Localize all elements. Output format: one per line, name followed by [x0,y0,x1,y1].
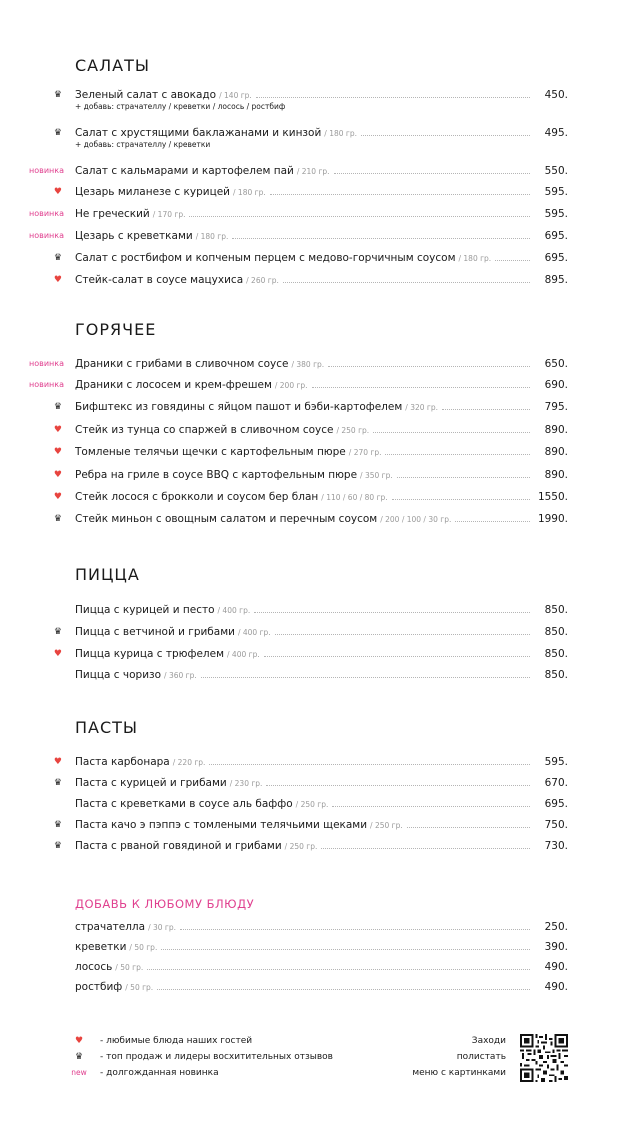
dot-leader [373,423,530,433]
item-name: Драники с грибами в сливочном соусе [75,358,289,370]
item-weight: / 400 гр. [237,628,271,637]
item-line [75,445,530,459]
menu-item [0,251,642,265]
item-line [75,468,530,482]
item-line [75,378,530,392]
item-line [75,960,530,974]
item-name: Паста с рваной говядиной и грибами [75,840,282,852]
item-name: Не греческий [75,208,150,220]
dot-leader [312,378,530,388]
item-line [75,126,530,140]
menu-item [0,400,642,414]
item-line [75,423,530,437]
menu-item [0,797,642,811]
menu-item [0,164,642,178]
crown-icon: ♛ [53,778,62,788]
item-name: Драники с лососем и крем-фрешем [75,379,272,391]
item-line [75,776,530,790]
legend-text: - топ продаж и лидеры восхитительных отзывов [100,1052,333,1062]
item-price: 550. [544,165,568,177]
new-badge: новинка [28,209,64,218]
dot-leader [397,468,530,478]
dot-leader [455,512,530,522]
item-weight: / 250 гр. [336,426,370,435]
item-weight: / 400 гр. [217,606,251,615]
item-weight: / 140 гр. [219,91,252,100]
item-name: Пицца с курицей и песто [75,604,215,616]
item-name: Ребра на гриле в соусе BBQ с картофельным пюре [75,469,358,481]
item-name: страчателла [75,921,146,933]
cta-line: полистать [456,1052,506,1062]
dot-leader [321,839,530,849]
menu-item [0,423,642,437]
item-line [75,357,530,371]
item-weight: / 50 гр. [125,983,154,992]
dot-leader [270,185,530,195]
dot-leader [407,818,530,828]
menu-item [0,88,642,111]
menu-item [0,490,642,504]
item-name: Пицца курица с трюфелем [75,648,225,660]
item-weight: / 320 гр. [405,403,438,412]
item-price: 1550. [537,491,568,503]
dot-leader [189,207,530,217]
item-line [75,251,530,265]
item-name: Стейк миньон с овощным салатом и перечным соусом [75,513,378,525]
menu-item [0,468,642,482]
item-line [75,625,530,639]
dot-leader [266,776,530,786]
item-line [75,229,530,243]
item-price: 895. [544,274,568,286]
item-name: Цезарь с креветками [75,230,193,242]
item-line [75,755,530,769]
cta-line: меню с картинками [412,1068,506,1078]
crown-icon: ♛ [53,627,62,637]
heart-icon: ♥ [53,757,62,767]
item-price: 890. [544,446,568,458]
dot-leader [254,603,530,613]
item-name: Пицца с ветчиной и грибами [75,626,235,638]
item-price: 850. [544,604,568,616]
item-line [75,818,530,832]
item-name: Стейк-салат в соусе мацухиса [75,274,244,286]
item-name: Томленые телячьи щечки с картофельным пюре [75,446,346,458]
item-line [75,490,530,504]
new-badge: новинка [28,231,64,240]
heart-icon: ♥ [53,447,62,457]
menu-item [0,839,642,853]
item-price: 890. [544,424,568,436]
item-name: Паста карбонара [75,756,170,768]
crown-icon: ♛ [53,841,62,851]
item-weight: / 260 гр. [246,276,279,285]
dot-leader [161,940,530,950]
crown-icon: ♛ [53,128,62,138]
item-name: Салат с ростбифом и копченым перцем с медово-горчичным соусом [75,252,456,264]
item-weight: / 180 гр. [233,188,266,197]
item-weight: / 360 гр. [164,671,197,680]
item-weight: / 50 гр. [115,963,144,972]
item-weight: / 230 гр. [229,779,263,788]
menu-item [0,378,642,392]
item-price: 1990. [537,513,568,525]
cta-line: Заходи [471,1036,506,1046]
menu-item [0,603,642,617]
item-line [75,980,530,994]
dot-leader [264,647,530,657]
heart-icon: ♥ [53,425,62,435]
menu-item [0,357,642,371]
crown-icon: ♛ [53,402,62,412]
legend-text: - долгожданная новинка [100,1068,219,1078]
item-line [75,603,530,617]
item-weight: / 350 гр. [360,471,393,480]
menu-item [0,980,642,994]
menu-item [0,273,642,287]
heart-icon: ♥ [53,470,62,480]
item-addon-note: + добавь: страчателлу / креветки / лосось / ростбиф [75,102,286,111]
item-price: 490. [544,981,568,993]
item-line [75,273,530,287]
section-title: ПИЦЦА [75,565,140,584]
item-price: 690. [544,379,568,391]
item-price: 450. [544,89,568,101]
menu-item [0,126,642,149]
item-weight: / 400 гр. [227,650,260,659]
heart-icon: ♥ [74,1036,84,1046]
item-weight: / 110 / 60 / 80 гр. [321,493,388,502]
item-price: 595. [544,756,568,768]
item-name: Паста с креветками в соусе аль баффо [75,798,293,810]
item-weight: / 170 гр. [152,210,186,219]
crown-icon: ♛ [53,820,62,830]
item-line [75,512,530,526]
dot-leader [157,980,530,990]
item-price: 850. [544,626,568,638]
crown-icon: ♛ [53,514,62,524]
item-price: 890. [544,469,568,481]
heart-icon: ♥ [53,187,62,197]
item-weight: / 200 гр. [274,381,308,390]
item-price: 490. [544,961,568,973]
item-price: 250. [544,921,568,933]
item-price: 750. [544,819,568,831]
item-weight: / 250 гр. [284,842,318,851]
item-price: 695. [544,798,568,810]
menu-item [0,185,642,199]
item-line [75,839,530,853]
item-line [75,207,530,221]
item-name: Бифштекс из говядины с яйцом пашот и бэби-картофелем [75,401,403,413]
item-name: лосось [75,961,113,973]
dot-leader [332,797,530,807]
item-name: Паста качо э пэппэ с томлеными телячьими щеками [75,819,368,831]
item-addon-note: + добавь: страчателлу / креветки [75,140,211,149]
menu-item [0,445,642,459]
item-weight: / 180 гр. [458,254,492,263]
menu-item [0,940,642,954]
item-weight: / 200 / 100 / 30 гр. [380,515,452,524]
item-line [75,797,530,811]
dot-leader [201,668,530,678]
item-name: Салат с хрустящими баклажанами и кинзой [75,127,322,139]
item-name: Цезарь миланезе с курицей [75,186,231,198]
section-title: ДОБАВЬ К ЛЮБОМУ БЛЮДУ [75,897,255,911]
heart-icon: ♥ [53,275,62,285]
dot-leader [361,126,530,136]
menu-item [0,818,642,832]
dot-leader [283,273,530,283]
item-price: 695. [544,230,568,242]
dot-leader [147,960,530,970]
dot-leader [180,920,530,930]
item-weight: / 180 гр. [324,129,357,138]
dot-leader [385,445,530,455]
dot-leader [495,251,530,261]
item-name: креветки [75,941,127,953]
dot-leader [256,88,530,98]
item-name: Салат с кальмарами и картофелем пай [75,165,294,177]
item-name: Пицца с чоризо [75,669,162,681]
menu-item [0,647,642,661]
dot-leader [232,229,530,239]
qr-code-icon[interactable] [520,1034,568,1082]
crown-icon: ♛ [53,253,62,263]
item-name: Паста с курицей и грибами [75,777,227,789]
item-price: 595. [544,208,568,220]
item-line [75,647,530,661]
item-price: 595. [544,186,568,198]
item-name: Стейк из тунца со спаржей в сливочном соусе [75,424,334,436]
new-badge: new [71,1068,87,1077]
item-name: Стейк лосося с брокколи и соусом бер блан [75,491,319,503]
section-title: САЛАТЫ [75,56,150,75]
menu-item [0,755,642,769]
dot-leader [392,490,530,500]
crown-icon: ♛ [53,90,62,100]
menu-item [0,920,642,934]
item-price: 670. [544,777,568,789]
item-line [75,920,530,934]
dot-leader [442,400,530,410]
item-weight: / 180 гр. [195,232,229,241]
crown-icon: ♛ [74,1052,84,1062]
item-price: 730. [544,840,568,852]
menu-item [0,229,642,243]
item-name: Зеленый салат с авокадо [75,89,217,101]
menu-item [0,512,642,526]
menu-item [0,960,642,974]
item-line [75,88,530,102]
new-badge: новинка [28,380,64,389]
dot-leader [328,357,530,367]
menu-item [0,668,642,682]
menu-item [0,207,642,221]
item-price: 650. [544,358,568,370]
item-weight: / 250 гр. [370,821,403,830]
dot-leader [209,755,530,765]
heart-icon: ♥ [53,649,62,659]
item-weight: / 270 гр. [348,448,382,457]
item-weight: / 380 гр. [291,360,325,369]
item-line [75,185,530,199]
item-price: 390. [544,941,568,953]
item-price: 695. [544,252,568,264]
item-line [75,668,530,682]
item-line [75,940,530,954]
item-price: 795. [544,401,568,413]
item-price: 850. [544,648,568,660]
item-price: 495. [544,127,568,139]
item-price: 850. [544,669,568,681]
item-line [75,400,530,414]
heart-icon: ♥ [53,492,62,502]
new-badge: новинка [28,359,64,368]
new-badge: новинка [28,166,64,175]
menu-item [0,625,642,639]
menu-item [0,776,642,790]
item-weight: / 210 гр. [296,167,330,176]
item-weight: / 220 гр. [172,758,206,767]
dot-leader [275,625,530,635]
section-title: ПАСТЫ [75,718,139,737]
item-name: ростбиф [75,981,123,993]
cta-text [356,1033,506,1081]
item-weight: / 250 гр. [295,800,329,809]
item-line [75,164,530,178]
dot-leader [334,164,530,174]
legend-text: - любимые блюда наших гостей [100,1036,253,1046]
section-title: ГОРЯЧЕЕ [75,320,157,339]
item-weight: / 30 гр. [148,923,176,932]
item-weight: / 50 гр. [129,943,158,952]
